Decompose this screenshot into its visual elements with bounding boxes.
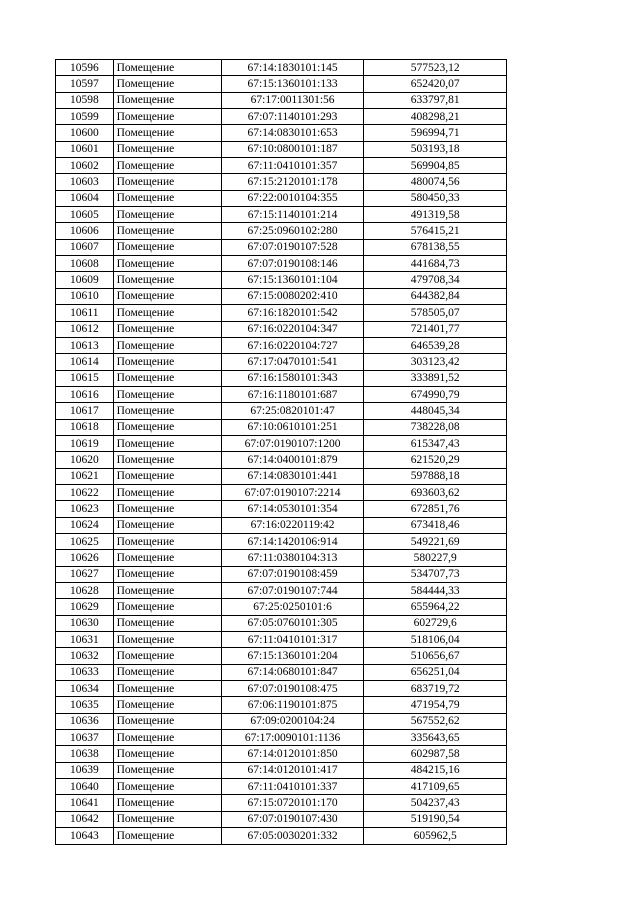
table-row xyxy=(56,468,507,484)
table-row xyxy=(56,403,507,419)
table-row xyxy=(56,632,507,648)
row-number-cell: 10604 xyxy=(56,190,114,206)
object-type-cell: Помещение xyxy=(113,419,221,435)
cost-cell: 672851,76 xyxy=(364,501,507,517)
object-type-cell: Помещение xyxy=(113,550,221,566)
table-row xyxy=(56,60,507,76)
object-type-cell: Помещение xyxy=(113,615,221,631)
cadastral-number-cell: 67:11:0410101:337 xyxy=(221,779,364,795)
row-number-cell: 10602 xyxy=(56,158,114,174)
table-row xyxy=(56,223,507,239)
cadastral-number-cell: 67:16:1820101:542 xyxy=(221,305,364,321)
cost-cell: 408298,21 xyxy=(364,109,507,125)
object-type-cell: Помещение xyxy=(113,484,221,500)
table-row xyxy=(56,779,507,795)
cadastral-number-cell: 67:07:0190107:528 xyxy=(221,239,364,255)
table-row xyxy=(56,92,507,108)
object-type-cell: Помещение xyxy=(113,190,221,206)
cost-cell: 503193,18 xyxy=(364,141,507,157)
cadastral-number-cell: 67:14:0830101:441 xyxy=(221,468,364,484)
object-type-cell: Помещение xyxy=(113,403,221,419)
cadastral-number-cell: 67:06:1190101:875 xyxy=(221,697,364,713)
cadastral-number-cell: 67:16:0220104:727 xyxy=(221,337,364,353)
row-number-cell: 10608 xyxy=(56,256,114,272)
row-number-cell: 10600 xyxy=(56,125,114,141)
table-row xyxy=(56,615,507,631)
cadastral-number-cell: 67:15:1360101:104 xyxy=(221,272,364,288)
table-row xyxy=(56,419,507,435)
row-number-cell: 10628 xyxy=(56,583,114,599)
table-row xyxy=(56,272,507,288)
row-number-cell: 10599 xyxy=(56,109,114,125)
cadastral-number-cell: 67:14:0680101:847 xyxy=(221,664,364,680)
row-number-cell: 10625 xyxy=(56,533,114,549)
table-row xyxy=(56,386,507,402)
table-row xyxy=(56,501,507,517)
cost-cell: 549221,69 xyxy=(364,533,507,549)
cost-cell: 621520,29 xyxy=(364,452,507,468)
cadastral-number-cell: 67:17:0470101:541 xyxy=(221,354,364,370)
table-row xyxy=(56,599,507,615)
cost-cell: 646539,28 xyxy=(364,337,507,353)
property-table-body xyxy=(56,60,507,845)
row-number-cell: 10610 xyxy=(56,288,114,304)
table-row xyxy=(56,256,507,272)
cost-cell: 303123,42 xyxy=(364,354,507,370)
cost-cell: 655964,22 xyxy=(364,599,507,615)
object-type-cell: Помещение xyxy=(113,517,221,533)
object-type-cell: Помещение xyxy=(113,697,221,713)
object-type-cell: Помещение xyxy=(113,795,221,811)
table-row xyxy=(56,125,507,141)
cost-cell: 605962,5 xyxy=(364,828,507,844)
cost-cell: 417109,65 xyxy=(364,779,507,795)
row-number-cell: 10596 xyxy=(56,60,114,76)
cost-cell: 518106,04 xyxy=(364,632,507,648)
table-row xyxy=(56,354,507,370)
table-row xyxy=(56,337,507,353)
row-number-cell: 10611 xyxy=(56,305,114,321)
cadastral-number-cell: 67:07:0190108:475 xyxy=(221,681,364,697)
cadastral-number-cell: 67:07:0190107:1200 xyxy=(221,435,364,451)
table-row xyxy=(56,109,507,125)
cadastral-number-cell: 67:11:0410101:317 xyxy=(221,632,364,648)
row-number-cell: 10618 xyxy=(56,419,114,435)
row-number-cell: 10617 xyxy=(56,403,114,419)
object-type-cell: Помещение xyxy=(113,141,221,157)
object-type-cell: Помещение xyxy=(113,632,221,648)
cost-cell: 652420,07 xyxy=(364,76,507,92)
cadastral-number-cell: 67:10:0800101:187 xyxy=(221,141,364,157)
cadastral-number-cell: 67:15:0080202:410 xyxy=(221,288,364,304)
cost-cell: 596994,71 xyxy=(364,125,507,141)
table-row xyxy=(56,76,507,92)
cost-cell: 615347,43 xyxy=(364,435,507,451)
cadastral-number-cell: 67:16:1580101:343 xyxy=(221,370,364,386)
cadastral-number-cell: 67:25:0820101:47 xyxy=(221,403,364,419)
row-number-cell: 10624 xyxy=(56,517,114,533)
cost-cell: 656251,04 xyxy=(364,664,507,680)
object-type-cell: Помещение xyxy=(113,664,221,680)
table-row xyxy=(56,730,507,746)
cost-cell: 576415,21 xyxy=(364,223,507,239)
row-number-cell: 10619 xyxy=(56,435,114,451)
row-number-cell: 10598 xyxy=(56,92,114,108)
cost-cell: 448045,34 xyxy=(364,403,507,419)
cadastral-number-cell: 67:15:1360101:204 xyxy=(221,648,364,664)
cadastral-number-cell: 67:14:0530101:354 xyxy=(221,501,364,517)
object-type-cell: Помещение xyxy=(113,174,221,190)
cost-cell: 693603,62 xyxy=(364,484,507,500)
cost-cell: 577523,12 xyxy=(364,60,507,76)
cadastral-number-cell: 67:07:0190107:2214 xyxy=(221,484,364,500)
table-row xyxy=(56,174,507,190)
table-row xyxy=(56,664,507,680)
object-type-cell: Помещение xyxy=(113,109,221,125)
object-type-cell: Помещение xyxy=(113,746,221,762)
row-number-cell: 10638 xyxy=(56,746,114,762)
cost-cell: 510656,67 xyxy=(364,648,507,664)
cost-cell: 534707,73 xyxy=(364,566,507,582)
cost-cell: 479708,34 xyxy=(364,272,507,288)
cadastral-number-cell: 67:05:0030201:332 xyxy=(221,828,364,844)
cadastral-number-cell: 67:25:0960102:280 xyxy=(221,223,364,239)
object-type-cell: Помещение xyxy=(113,828,221,844)
cadastral-number-cell: 67:09:0200104:24 xyxy=(221,713,364,729)
cadastral-number-cell: 67:22:0010104:355 xyxy=(221,190,364,206)
object-type-cell: Помещение xyxy=(113,92,221,108)
row-number-cell: 10607 xyxy=(56,239,114,255)
table-row xyxy=(56,713,507,729)
cost-cell: 584444,33 xyxy=(364,583,507,599)
object-type-cell: Помещение xyxy=(113,223,221,239)
table-row xyxy=(56,288,507,304)
cadastral-number-cell: 67:10:0610101:251 xyxy=(221,419,364,435)
table-row xyxy=(56,533,507,549)
row-number-cell: 10640 xyxy=(56,779,114,795)
table-row xyxy=(56,583,507,599)
table-row xyxy=(56,566,507,582)
object-type-cell: Помещение xyxy=(113,811,221,827)
table-row xyxy=(56,239,507,255)
cost-cell: 602729,6 xyxy=(364,615,507,631)
object-type-cell: Помещение xyxy=(113,60,221,76)
row-number-cell: 10616 xyxy=(56,386,114,402)
table-row xyxy=(56,370,507,386)
cost-cell: 597888,18 xyxy=(364,468,507,484)
cadastral-number-cell: 67:07:0190107:744 xyxy=(221,583,364,599)
row-number-cell: 10601 xyxy=(56,141,114,157)
cost-cell: 644382,84 xyxy=(364,288,507,304)
cadastral-number-cell: 67:14:1420106:914 xyxy=(221,533,364,549)
cadastral-number-cell: 67:14:0120101:417 xyxy=(221,762,364,778)
cost-cell: 674990,79 xyxy=(364,386,507,402)
row-number-cell: 10620 xyxy=(56,452,114,468)
object-type-cell: Помещение xyxy=(113,207,221,223)
object-type-cell: Помещение xyxy=(113,272,221,288)
object-type-cell: Помещение xyxy=(113,305,221,321)
object-type-cell: Помещение xyxy=(113,386,221,402)
cadastral-number-cell: 67:16:0220119:42 xyxy=(221,517,364,533)
object-type-cell: Помещение xyxy=(113,321,221,337)
table-row xyxy=(56,697,507,713)
cadastral-number-cell: 67:07:1140101:293 xyxy=(221,109,364,125)
object-type-cell: Помещение xyxy=(113,779,221,795)
object-type-cell: Помещение xyxy=(113,239,221,255)
object-type-cell: Помещение xyxy=(113,713,221,729)
cadastral-number-cell: 67:07:0190108:146 xyxy=(221,256,364,272)
table-row xyxy=(56,762,507,778)
table-row xyxy=(56,746,507,762)
row-number-cell: 10621 xyxy=(56,468,114,484)
row-number-cell: 10634 xyxy=(56,681,114,697)
cost-cell: 633797,81 xyxy=(364,92,507,108)
object-type-cell: Помещение xyxy=(113,533,221,549)
cadastral-number-cell: 67:07:0190107:430 xyxy=(221,811,364,827)
cost-cell: 335643,65 xyxy=(364,730,507,746)
table-row xyxy=(56,321,507,337)
row-number-cell: 10630 xyxy=(56,615,114,631)
cadastral-number-cell: 67:15:1140101:214 xyxy=(221,207,364,223)
row-number-cell: 10643 xyxy=(56,828,114,844)
row-number-cell: 10614 xyxy=(56,354,114,370)
cost-cell: 567552,62 xyxy=(364,713,507,729)
cost-cell: 471954,79 xyxy=(364,697,507,713)
object-type-cell: Помещение xyxy=(113,583,221,599)
cost-cell: 683719,72 xyxy=(364,681,507,697)
row-number-cell: 10603 xyxy=(56,174,114,190)
cadastral-number-cell: 67:15:1360101:133 xyxy=(221,76,364,92)
cadastral-number-cell: 67:14:1830101:145 xyxy=(221,60,364,76)
object-type-cell: Помещение xyxy=(113,435,221,451)
cost-cell: 580227,9 xyxy=(364,550,507,566)
object-type-cell: Помещение xyxy=(113,681,221,697)
row-number-cell: 10639 xyxy=(56,762,114,778)
object-type-cell: Помещение xyxy=(113,599,221,615)
row-number-cell: 10635 xyxy=(56,697,114,713)
table-row xyxy=(56,828,507,844)
table-row xyxy=(56,484,507,500)
object-type-cell: Помещение xyxy=(113,354,221,370)
table-row xyxy=(56,517,507,533)
cadastral-number-cell: 67:14:0400101:879 xyxy=(221,452,364,468)
table-row xyxy=(56,550,507,566)
table-row xyxy=(56,795,507,811)
row-number-cell: 10623 xyxy=(56,501,114,517)
object-type-cell: Помещение xyxy=(113,501,221,517)
row-number-cell: 10626 xyxy=(56,550,114,566)
table-row xyxy=(56,648,507,664)
object-type-cell: Помещение xyxy=(113,648,221,664)
cost-cell: 504237,43 xyxy=(364,795,507,811)
row-number-cell: 10633 xyxy=(56,664,114,680)
object-type-cell: Помещение xyxy=(113,158,221,174)
cost-cell: 441684,73 xyxy=(364,256,507,272)
table-row xyxy=(56,435,507,451)
cadastral-number-cell: 67:11:0380104:313 xyxy=(221,550,364,566)
cost-cell: 580450,33 xyxy=(364,190,507,206)
row-number-cell: 10642 xyxy=(56,811,114,827)
cadastral-number-cell: 67:14:0830101:653 xyxy=(221,125,364,141)
cadastral-number-cell: 67:17:0011301:56 xyxy=(221,92,364,108)
object-type-cell: Помещение xyxy=(113,468,221,484)
object-type-cell: Помещение xyxy=(113,566,221,582)
cadastral-number-cell: 67:25:0250101:6 xyxy=(221,599,364,615)
object-type-cell: Помещение xyxy=(113,125,221,141)
row-number-cell: 10609 xyxy=(56,272,114,288)
row-number-cell: 10627 xyxy=(56,566,114,582)
document-sheet xyxy=(55,59,507,845)
cost-cell: 673418,46 xyxy=(364,517,507,533)
row-number-cell: 10622 xyxy=(56,484,114,500)
object-type-cell: Помещение xyxy=(113,762,221,778)
row-number-cell: 10632 xyxy=(56,648,114,664)
cost-cell: 678138,55 xyxy=(364,239,507,255)
object-type-cell: Помещение xyxy=(113,730,221,746)
property-table xyxy=(55,59,507,845)
table-row xyxy=(56,141,507,157)
cost-cell: 519190,54 xyxy=(364,811,507,827)
cadastral-number-cell: 67:07:0190108:459 xyxy=(221,566,364,582)
cost-cell: 569904,85 xyxy=(364,158,507,174)
object-type-cell: Помещение xyxy=(113,256,221,272)
row-number-cell: 10636 xyxy=(56,713,114,729)
cost-cell: 738228,08 xyxy=(364,419,507,435)
row-number-cell: 10629 xyxy=(56,599,114,615)
table-row xyxy=(56,452,507,468)
row-number-cell: 10613 xyxy=(56,337,114,353)
cost-cell: 602987,58 xyxy=(364,746,507,762)
cadastral-number-cell: 67:15:0720101:170 xyxy=(221,795,364,811)
cost-cell: 333891,52 xyxy=(364,370,507,386)
table-row xyxy=(56,811,507,827)
table-row xyxy=(56,158,507,174)
cost-cell: 491319,58 xyxy=(364,207,507,223)
cost-cell: 721401,77 xyxy=(364,321,507,337)
table-row xyxy=(56,681,507,697)
object-type-cell: Помещение xyxy=(113,370,221,386)
cadastral-number-cell: 67:05:0760101:305 xyxy=(221,615,364,631)
row-number-cell: 10612 xyxy=(56,321,114,337)
cost-cell: 484215,16 xyxy=(364,762,507,778)
row-number-cell: 10605 xyxy=(56,207,114,223)
row-number-cell: 10597 xyxy=(56,76,114,92)
cost-cell: 480074,56 xyxy=(364,174,507,190)
cadastral-number-cell: 67:11:0410101:357 xyxy=(221,158,364,174)
cadastral-number-cell: 67:17:0090101:1136 xyxy=(221,730,364,746)
table-row xyxy=(56,190,507,206)
row-number-cell: 10641 xyxy=(56,795,114,811)
row-number-cell: 10615 xyxy=(56,370,114,386)
object-type-cell: Помещение xyxy=(113,76,221,92)
table-row xyxy=(56,305,507,321)
row-number-cell: 10606 xyxy=(56,223,114,239)
object-type-cell: Помещение xyxy=(113,288,221,304)
cadastral-number-cell: 67:14:0120101:850 xyxy=(221,746,364,762)
table-row xyxy=(56,207,507,223)
object-type-cell: Помещение xyxy=(113,452,221,468)
cadastral-number-cell: 67:16:1180101:687 xyxy=(221,386,364,402)
object-type-cell: Помещение xyxy=(113,337,221,353)
cadastral-number-cell: 67:15:2120101:178 xyxy=(221,174,364,190)
cadastral-number-cell: 67:16:0220104:347 xyxy=(221,321,364,337)
cost-cell: 578505,07 xyxy=(364,305,507,321)
row-number-cell: 10631 xyxy=(56,632,114,648)
row-number-cell: 10637 xyxy=(56,730,114,746)
